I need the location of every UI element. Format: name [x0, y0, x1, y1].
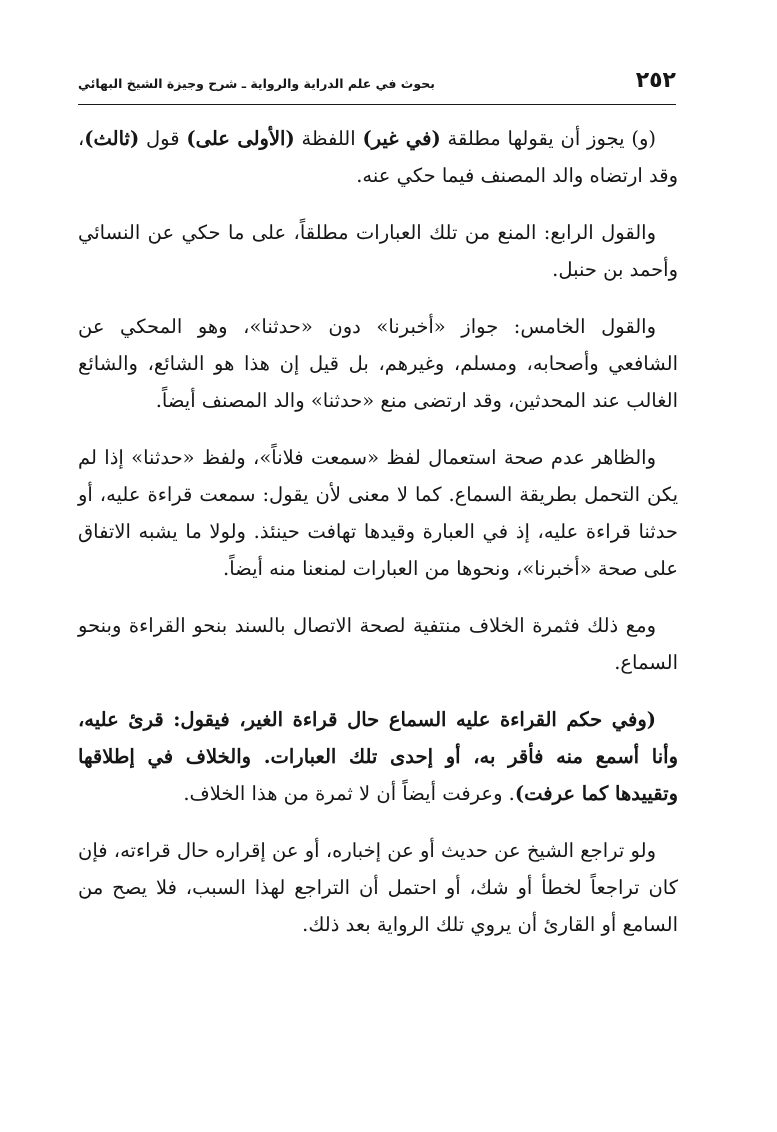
page-header	[78, 66, 676, 102]
paragraph-5: ومع ذلك فثمرة الخلاف منتفية لصحة الاتصال بالسند بنحو القراءة وبنحو السماع.	[78, 614, 678, 674]
paragraph-gap	[78, 194, 678, 214]
paragraph-7: ولو تراجع الشيخ عن حديث أو عن إخباره، أو عن إقراره حال قراءته، فإن كان تراجعاً لخطأ أو شك، أو احتمل أن التراجع لهذا السبب، فلا يصح من السامع أو القارئ أن يروي تلك الرواية بعد ذلك.	[78, 839, 678, 936]
p6-text: . وعرفت أيضاً أن لا ثمرة من هذا الخلاف.	[183, 782, 515, 805]
p1-bold-al-ula-ala: (الأولى على)	[186, 127, 295, 150]
paragraph-1	[78, 120, 678, 194]
paragraph-gap	[78, 681, 678, 701]
p1-bold-fi-ghayr: (في غير)	[362, 127, 441, 150]
paragraph-4: والظاهر عدم صحة استعمال لفظ «سمعت فلاناً»، ولفظ «حدثنا» إذا لم يكن التحمل بطريقة السماع. كما لا معنى لأن يقول: سمعت قراءة عليه، أو حدثنا قراءة عليه، إذ في العبارة وقيدها تهافت حينئذ. ولولا ما يشبه الاتفاق على صحة «أخبرنا»، ونحوها من العبارات لمنعنا منه أيضاً.	[78, 446, 678, 580]
paragraph-gap	[78, 812, 678, 832]
paragraph-gap	[78, 288, 678, 308]
paragraph-2: والقول الرابع: المنع من تلك العبارات مطلقاً، على ما حكي عن النسائي وأحمد بن حنبل.	[78, 221, 678, 281]
running-title: بحوث في علم الدراية والرواية ـ شرح وجيزة الشيخ البهائي	[78, 76, 435, 91]
paragraph-gap	[78, 419, 678, 439]
p6-bold-quote: (وفي حكم القراءة عليه السماع حال قراءة الغير، فيقول: قرئ عليه، وأنا أسمع منه فأقر به، أو إحدى تلك العبارات. والخلاف في إطلاقها وتقييدها كما عرفت)	[78, 708, 678, 805]
paragraph-gap	[78, 587, 678, 607]
p1-text-4: ، وقد ارتضاه والد المصنف فيما حكي عنه.	[78, 127, 678, 187]
header-rule	[78, 104, 676, 105]
page-body	[78, 120, 678, 943]
paragraph-3: والقول الخامس: جواز «أخبرنا» دون «حدثنا»، وهو المحكي عن الشافعي وأصحابه، ومسلم، وغيرهم، بل قيل إن هذا هو الشائع، والشائع الغالب عند المحدثين، وقد ارتضى منع «حدثنا» والد المصنف أيضاً.	[78, 315, 678, 412]
p1-text-2: اللفظة	[294, 127, 363, 150]
p1-bold-thalith: (ثالث)	[84, 127, 140, 150]
p1-text-3: قول	[139, 127, 187, 150]
p1-text-1: (و) يجوز أن يقولها مطلقة	[440, 127, 656, 150]
paragraph-6	[78, 701, 678, 812]
page-number: ٢٥٢	[635, 68, 676, 93]
